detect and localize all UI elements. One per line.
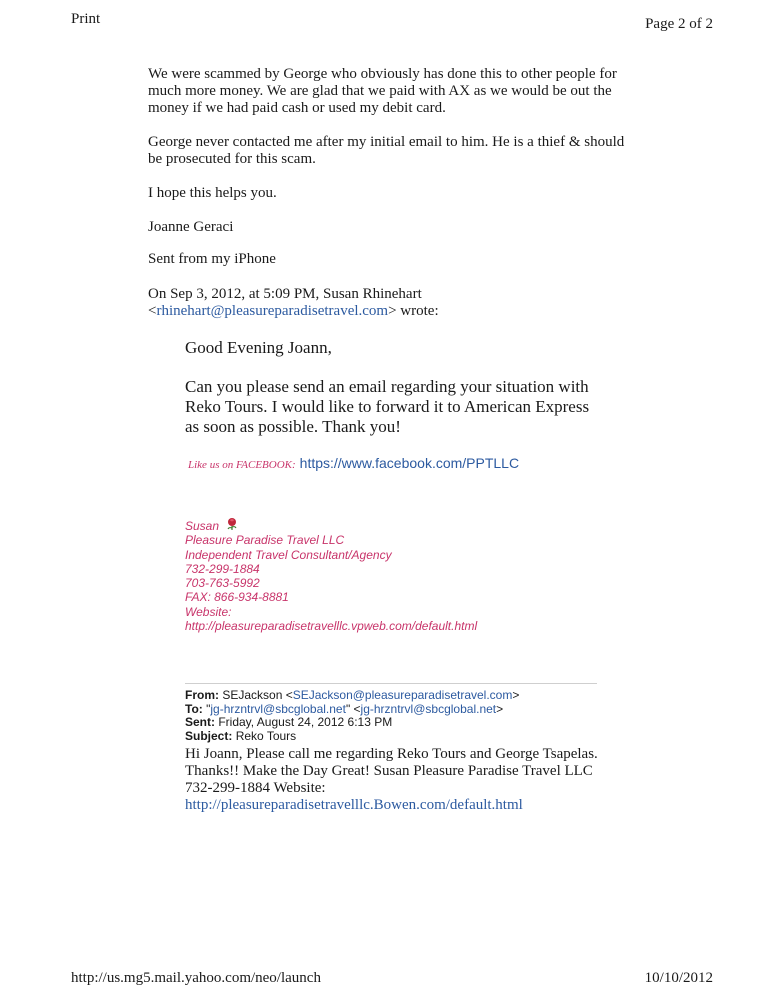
signature-block <box>185 517 545 633</box>
rose-icon <box>225 517 239 531</box>
page-number: Page 2 of 2 <box>645 16 713 32</box>
subject-line <box>185 730 605 744</box>
to-name-link[interactable]: jg-hrzntrvl@sbcglobal.net <box>210 701 346 716</box>
to-line: To: "jg-hrzntrvl@sbcglobal.net" <jg-hrzntrvl@sbcglobal.net> <box>185 701 504 716</box>
quoted-message: Can you please send an email regarding your situation with Reko Tours. I would like to forward it to American Express as soon as possible. Thank you! <box>185 377 590 436</box>
from-name: SEJackson <box>222 688 283 702</box>
paragraph-scam: We were scammed by George who obviously has done this to other people for much more money. We are glad that we paid with AX as we would be out the money if we had paid cash or used my debit card. <box>148 66 617 116</box>
signature-name-line <box>185 517 545 533</box>
footer-url: http://us.mg5.mail.yahoo.com/neo/launch <box>71 970 321 986</box>
facebook-line <box>188 455 519 473</box>
sent-value: Friday, August 24, 2012 6:13 PM <box>218 715 393 729</box>
paragraph-hope: I hope this helps you. <box>148 185 277 201</box>
from-email-link[interactable]: SEJackson@pleasureparadisetravel.com <box>292 688 513 702</box>
from-label: From: <box>185 688 219 702</box>
lt-symbol: < <box>148 303 157 319</box>
signature-phone-1: 732-299-1884 <box>185 561 260 576</box>
sent-line <box>185 716 605 730</box>
sent-label: Sent: <box>185 715 215 729</box>
sender-name: Joanne Geraci <box>148 219 234 235</box>
subject-value: Reko Tours <box>235 728 297 743</box>
forwarded-body-text: Hi Joann, Please call me regarding Reko Tours and George Tsapelas. Thanks!! Make the Day Great! Susan Pleasure Paradise Travel LLC 732-299-1884 Website: <box>185 746 598 796</box>
to-email-link[interactable]: jg-hrzntrvl@sbcglobal.net <box>360 701 497 716</box>
forwarded-header <box>185 689 605 743</box>
reply-header-line: On Sep 3, 2012, at 5:09 PM, Susan Rhinehart <box>148 286 422 302</box>
forwarded-body-link[interactable]: http://pleasureparadisetravelllc.Bowen.com/default.html <box>185 797 523 813</box>
to-label: To: <box>185 701 203 716</box>
quoted-greeting: Good Evening Joann, <box>185 338 332 357</box>
reply-email-link[interactable]: rhinehart@pleasureparadisetravel.com <box>156 303 389 319</box>
signature-phone-2: 703-763-5992 <box>185 576 260 591</box>
subject-label: Subject: <box>185 728 233 743</box>
signature-name: Susan <box>185 519 220 533</box>
signature-website-link[interactable]: http://pleasureparadisetravelllc.vpweb.com/default.html <box>185 619 478 634</box>
footer-date: 10/10/2012 <box>644 970 713 986</box>
forward-divider <box>185 683 597 684</box>
signature-title: Independent Travel Consultant/Agency <box>185 547 392 562</box>
reply-header <box>148 286 638 320</box>
facebook-label: Like us on FACEBOOK: <box>188 459 296 471</box>
forwarded-body <box>185 746 605 814</box>
sent-from-iphone: Sent from my iPhone <box>148 251 276 267</box>
print-header-left: Print <box>71 11 101 27</box>
wrote-text: > wrote: <box>388 303 439 319</box>
reply-header-email-line <box>148 303 638 320</box>
facebook-link[interactable]: https://www.facebook.com/PPTLLC <box>299 455 520 471</box>
signature-website-label: Website: <box>185 604 232 619</box>
signature-company: Pleasure Paradise Travel LLC <box>185 533 345 548</box>
paragraph-contact: George never contacted me after my initial email to him. He is a thief & should be prosecuted for this scam. <box>148 134 625 167</box>
from-line: From: SEJackson <SEJackson@pleasureparadisetravel.com> <box>185 688 520 702</box>
signature-fax: FAX: 866-934-8881 <box>185 590 289 605</box>
